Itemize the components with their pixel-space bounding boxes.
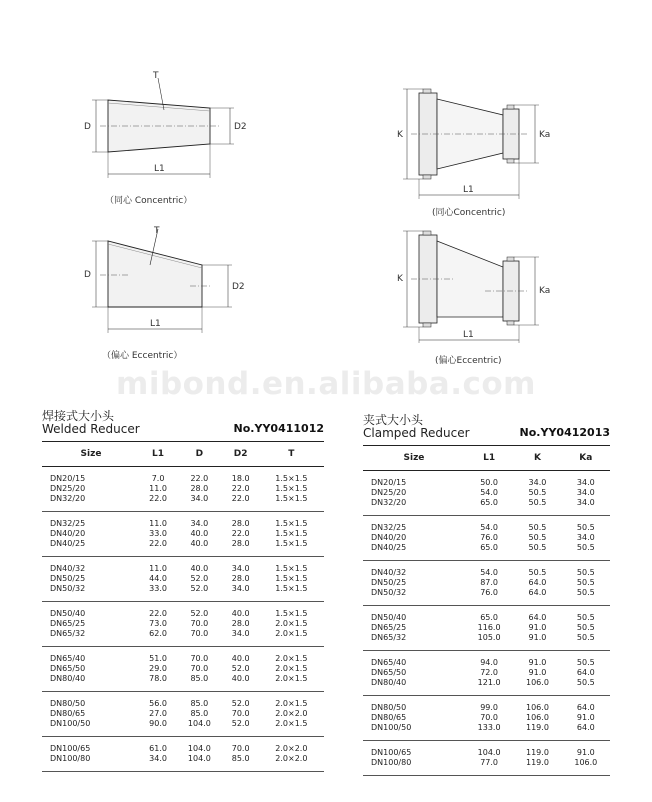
table-cell: DN50/40 xyxy=(50,609,86,618)
table-cell: DN65/40 xyxy=(371,658,407,667)
table-cell: 22.0 xyxy=(231,494,250,503)
table-cell: 91.0 xyxy=(576,748,595,757)
clamped-eccentric-ka-label: Ka xyxy=(539,286,551,296)
table-cell: 50.5 xyxy=(528,488,547,497)
row-group xyxy=(42,602,324,647)
table-cell: 62.0 xyxy=(149,629,167,638)
table-row xyxy=(42,737,324,755)
column-header-d2: D2 xyxy=(223,442,259,467)
table-cell: 29.0 xyxy=(149,664,167,673)
clamped-spec-table xyxy=(363,445,610,776)
welded-eccentric-caption: （偏心 Eccentric） xyxy=(102,351,183,361)
table-row xyxy=(363,606,610,624)
table-cell: 106.0 xyxy=(526,703,549,712)
table-cell: 18.0 xyxy=(231,474,250,483)
row-group xyxy=(363,471,610,516)
table-cell: 34.0 xyxy=(576,498,595,507)
table-cell: DN50/40 xyxy=(371,613,407,622)
table-cell: 78.0 xyxy=(149,674,167,683)
table-cell: DN50/32 xyxy=(371,588,407,597)
table-cell: 34.0 xyxy=(231,629,250,638)
table-row xyxy=(42,467,324,485)
table-row xyxy=(363,578,610,588)
table-cell: 70.0 xyxy=(190,654,209,663)
table-cell: 56.0 xyxy=(149,699,167,708)
table-cell: 40.0 xyxy=(231,609,250,618)
table-row xyxy=(363,561,610,579)
table-row xyxy=(42,664,324,674)
table-cell: 70.0 xyxy=(480,713,499,722)
table-cell: 34.0 xyxy=(190,519,209,528)
table-cell: 51.0 xyxy=(149,654,167,663)
welded-concentric-t-label: T xyxy=(153,71,159,81)
table-cell: 50.0 xyxy=(480,478,499,487)
row-group xyxy=(42,692,324,737)
table-row xyxy=(363,741,610,759)
table-cell: 1.5×1.5 xyxy=(275,539,308,548)
table-cell: DN50/25 xyxy=(371,578,407,587)
table-cell: 54.0 xyxy=(480,523,499,532)
table-row xyxy=(363,713,610,723)
table-cell: 85.0 xyxy=(231,754,250,763)
table-cell: 73.0 xyxy=(149,619,167,628)
table-cell: 91.0 xyxy=(528,668,547,677)
table-cell: 34.0 xyxy=(576,533,595,542)
welded-concentric-l1-label: L1 xyxy=(154,164,165,174)
table-cell: 28.0 xyxy=(231,519,250,528)
table-row xyxy=(42,674,324,692)
row-group xyxy=(42,512,324,557)
table-cell: 52.0 xyxy=(190,574,209,583)
table-cell: DN32/25 xyxy=(371,523,407,532)
table-row xyxy=(363,696,610,714)
clamped-eccentric-diagram xyxy=(395,225,555,345)
table-cell: DN100/65 xyxy=(371,748,412,757)
table-cell: DN50/25 xyxy=(50,574,86,583)
table-cell: DN40/25 xyxy=(50,539,86,548)
table-cell: 70.0 xyxy=(190,664,209,673)
table-cell: DN65/32 xyxy=(50,629,86,638)
column-header-t: T xyxy=(259,442,324,467)
table-row xyxy=(42,557,324,575)
welded-eccentric-l1-label: L1 xyxy=(150,319,161,329)
table-cell: 91.0 xyxy=(528,658,547,667)
row-group xyxy=(42,647,324,692)
table-cell: DN100/80 xyxy=(50,754,91,763)
clamped-title-cn: 夹式大小头 xyxy=(363,413,424,427)
welded-eccentric-d2-label: D2 xyxy=(232,282,245,292)
column-header-k: K xyxy=(513,446,561,471)
table-cell: 33.0 xyxy=(149,584,167,593)
table-cell: DN32/20 xyxy=(50,494,86,503)
table-cell: 40.0 xyxy=(190,529,209,538)
table-cell: 44.0 xyxy=(149,574,167,583)
table-cell: 33.0 xyxy=(149,529,167,538)
table-cell: 50.5 xyxy=(576,623,595,632)
column-header-ka: Ka xyxy=(562,446,610,471)
table-cell: 34.0 xyxy=(576,488,595,497)
table-cell: 40.0 xyxy=(190,564,209,573)
clamped-concentric-caption: (同心Concentric) xyxy=(432,208,506,218)
table-cell: 50.5 xyxy=(528,533,547,542)
table-cell: DN80/65 xyxy=(50,709,86,718)
table-cell: 34.0 xyxy=(231,564,250,573)
row-group xyxy=(42,467,324,512)
table-cell: 52.0 xyxy=(231,699,250,708)
table-row xyxy=(363,623,610,633)
column-header-size: Size xyxy=(42,442,140,467)
table-row xyxy=(42,629,324,647)
table-cell: DN80/40 xyxy=(50,674,86,683)
clamped-concentric-l1-label: L1 xyxy=(463,185,474,195)
table-cell: 52.0 xyxy=(231,719,250,728)
table-cell: DN32/25 xyxy=(50,519,86,528)
table-cell: 104.0 xyxy=(187,754,211,763)
table-cell: 119.0 xyxy=(526,748,549,757)
table-cell: 1.5×1.5 xyxy=(275,484,308,493)
table-cell: 34.0 xyxy=(528,478,547,487)
table-cell: 50.5 xyxy=(576,568,595,577)
table-cell: DN25/20 xyxy=(50,484,86,493)
table-cell: 22.0 xyxy=(149,494,167,503)
table-cell: 2.0×1.5 xyxy=(275,654,308,663)
watermark: mibond.en.alibaba.com xyxy=(116,366,536,402)
clamped-eccentric-l1-label: L1 xyxy=(463,330,474,340)
table-row xyxy=(42,584,324,602)
clamped-reducer-table xyxy=(363,411,610,776)
column-header-l1: L1 xyxy=(465,446,513,471)
table-cell: 104.0 xyxy=(477,748,501,757)
table-row xyxy=(42,647,324,665)
table-cell: DN50/32 xyxy=(50,584,86,593)
table-cell: 50.5 xyxy=(528,568,547,577)
table-cell: 28.0 xyxy=(231,619,250,628)
table-row xyxy=(363,588,610,606)
table-cell: 1.5×1.5 xyxy=(275,474,308,483)
table-cell: DN40/25 xyxy=(371,543,407,552)
table-cell: DN25/20 xyxy=(371,488,407,497)
welded-concentric-d-label: D xyxy=(84,122,91,132)
welded-concentric-diagram xyxy=(80,70,250,185)
table-cell: 27.0 xyxy=(149,709,167,718)
table-cell: 2.0×1.5 xyxy=(275,719,308,728)
table-cell: 119.0 xyxy=(526,758,549,767)
table-cell: 65.0 xyxy=(480,498,499,507)
table-cell: 2.0×2.0 xyxy=(275,744,308,753)
table-cell: 50.5 xyxy=(576,588,595,597)
table-cell: 2.0×2.0 xyxy=(275,754,308,763)
table-cell: DN65/50 xyxy=(50,664,86,673)
table-row xyxy=(363,498,610,516)
table-cell: 50.5 xyxy=(576,523,595,532)
table-cell: 76.0 xyxy=(480,588,499,597)
table-cell: 99.0 xyxy=(480,703,499,712)
table-cell: 40.0 xyxy=(190,539,209,548)
table-cell: 22.0 xyxy=(231,529,250,538)
clamped-number: No.YY0412013 xyxy=(519,426,610,439)
welded-eccentric-diagram xyxy=(80,225,250,340)
table-cell: 105.0 xyxy=(477,633,501,642)
table-cell: 22.0 xyxy=(149,539,167,548)
table-row xyxy=(363,633,610,651)
row-group xyxy=(363,741,610,776)
table-cell: 2.0×1.5 xyxy=(275,674,308,683)
row-group xyxy=(363,516,610,561)
row-group xyxy=(363,606,610,651)
table-cell: 2.0×1.5 xyxy=(275,699,308,708)
table-cell: 22.0 xyxy=(190,474,209,483)
table-cell: 54.0 xyxy=(480,488,499,497)
table-cell: 50.5 xyxy=(576,543,595,552)
table-row xyxy=(42,692,324,710)
table-cell: DN40/20 xyxy=(50,529,86,538)
welded-reducer-table xyxy=(42,407,324,772)
table-cell: 34.0 xyxy=(576,478,595,487)
table-cell: 64.0 xyxy=(528,613,547,622)
table-cell: 1.5×1.5 xyxy=(275,609,308,618)
table-cell: 116.0 xyxy=(477,623,501,632)
row-group xyxy=(363,561,610,606)
table-cell: 1.5×1.5 xyxy=(275,494,308,503)
table-cell: 91.0 xyxy=(528,633,547,642)
table-cell: 50.5 xyxy=(576,578,595,587)
row-group xyxy=(42,737,324,772)
table-row xyxy=(42,539,324,557)
table-row xyxy=(42,719,324,737)
table-cell: 106.0 xyxy=(526,678,549,687)
table-cell: 64.0 xyxy=(576,668,595,677)
column-header-d: D xyxy=(176,442,222,467)
welded-title-cn: 焊接式大小头 xyxy=(42,409,115,423)
table-cell: 34.0 xyxy=(231,584,250,593)
table-row xyxy=(42,619,324,629)
table-cell: 11.0 xyxy=(149,484,167,493)
table-cell: 70.0 xyxy=(190,629,209,638)
table-row xyxy=(42,494,324,512)
table-cell: DN80/50 xyxy=(371,703,407,712)
welded-eccentric-d-label: D xyxy=(84,270,91,280)
table-cell: 22.0 xyxy=(231,484,250,493)
table-cell: 85.0 xyxy=(190,709,209,718)
table-row xyxy=(42,574,324,584)
table-row xyxy=(42,512,324,530)
clamped-concentric-diagram xyxy=(395,85,555,200)
table-row xyxy=(363,668,610,678)
row-group xyxy=(42,557,324,602)
table-cell: 11.0 xyxy=(149,564,167,573)
table-row xyxy=(363,723,610,741)
table-cell: DN100/50 xyxy=(371,723,412,732)
table-cell: DN65/25 xyxy=(371,623,407,632)
table-row xyxy=(363,533,610,543)
clamped-eccentric-k-label: K xyxy=(397,274,403,284)
table-cell: 1.5×1.5 xyxy=(275,584,308,593)
welded-number: No.YY0411012 xyxy=(233,422,324,435)
table-cell: DN100/65 xyxy=(50,744,91,753)
table-cell: DN40/20 xyxy=(371,533,407,542)
table-cell: 91.0 xyxy=(576,713,595,722)
clamped-concentric-ka-label: Ka xyxy=(539,130,551,140)
table-cell: 50.5 xyxy=(528,523,547,532)
table-row xyxy=(363,471,610,489)
table-cell: DN20/15 xyxy=(50,474,86,483)
table-row xyxy=(363,543,610,561)
column-header-size: Size xyxy=(363,446,465,471)
table-cell: 1.5×1.5 xyxy=(275,519,308,528)
table-cell: 28.0 xyxy=(231,539,250,548)
table-cell: 7.0 xyxy=(151,474,165,483)
table-cell: DN65/50 xyxy=(371,668,407,677)
table-row xyxy=(42,709,324,719)
table-cell: 52.0 xyxy=(231,664,250,673)
table-cell: DN65/40 xyxy=(50,654,86,663)
table-cell: DN32/20 xyxy=(371,498,407,507)
table-cell: 50.5 xyxy=(528,543,547,552)
table-row xyxy=(363,516,610,534)
table-cell: 40.0 xyxy=(231,674,250,683)
table-cell: 85.0 xyxy=(190,699,209,708)
table-cell: 119.0 xyxy=(526,723,549,732)
table-row xyxy=(42,529,324,539)
table-cell: 50.5 xyxy=(576,658,595,667)
table-cell: DN100/50 xyxy=(50,719,91,728)
table-cell: DN65/32 xyxy=(371,633,407,642)
table-cell: 106.0 xyxy=(574,758,598,767)
table-cell: DN20/15 xyxy=(371,478,407,487)
table-cell: 2.0×1.5 xyxy=(275,629,308,638)
table-row xyxy=(363,651,610,669)
table-cell: 34.0 xyxy=(190,494,209,503)
table-cell: DN40/32 xyxy=(50,564,86,573)
table-cell: 64.0 xyxy=(528,588,547,597)
clamped-eccentric-caption: (偏心Eccentric) xyxy=(435,356,502,366)
clamped-concentric-k-label: K xyxy=(397,130,403,140)
table-cell: 121.0 xyxy=(477,678,501,687)
table-cell: DN80/50 xyxy=(50,699,86,708)
table-cell: 90.0 xyxy=(149,719,167,728)
table-row xyxy=(42,484,324,494)
table-cell: 94.0 xyxy=(480,658,499,667)
table-cell: DN100/80 xyxy=(371,758,412,767)
table-cell: 2.0×1.5 xyxy=(275,619,308,628)
table-cell: 34.0 xyxy=(149,754,167,763)
welded-title-en: Welded Reducer xyxy=(42,422,140,436)
table-cell: DN80/40 xyxy=(371,678,407,687)
table-row xyxy=(363,678,610,696)
welded-spec-table xyxy=(42,441,324,772)
welded-eccentric-t-label: T xyxy=(154,226,160,236)
table-cell: DN65/25 xyxy=(50,619,86,628)
table-cell: 2.0×1.5 xyxy=(275,664,308,673)
table-cell: 133.0 xyxy=(477,723,501,732)
table-cell: 50.5 xyxy=(576,613,595,622)
table-cell: 87.0 xyxy=(480,578,499,587)
table-cell: DN80/65 xyxy=(371,713,407,722)
table-cell: 70.0 xyxy=(231,709,250,718)
row-group xyxy=(363,651,610,696)
table-cell: 11.0 xyxy=(149,519,167,528)
table-cell: 50.5 xyxy=(528,498,547,507)
welded-concentric-caption: （同心 Concentric） xyxy=(105,196,193,206)
table-cell: 54.0 xyxy=(480,568,499,577)
table-row xyxy=(42,602,324,620)
table-cell: 64.0 xyxy=(528,578,547,587)
table-cell: 40.0 xyxy=(231,654,250,663)
table-cell: 104.0 xyxy=(187,719,211,728)
table-cell: 76.0 xyxy=(480,533,499,542)
clamped-title-en: Clamped Reducer xyxy=(363,426,470,440)
table-cell: 91.0 xyxy=(528,623,547,632)
table-cell: 64.0 xyxy=(576,723,595,732)
table-row xyxy=(363,758,610,776)
table-cell: 106.0 xyxy=(526,713,549,722)
table-cell: 1.5×1.5 xyxy=(275,529,308,538)
table-cell: 2.0×2.0 xyxy=(275,709,308,718)
table-cell: 52.0 xyxy=(190,584,209,593)
table-cell: 1.5×1.5 xyxy=(275,574,308,583)
table-cell: 28.0 xyxy=(190,484,209,493)
table-cell: 1.5×1.5 xyxy=(275,564,308,573)
table-cell: 50.5 xyxy=(576,678,595,687)
table-cell: 70.0 xyxy=(190,619,209,628)
table-cell: 65.0 xyxy=(480,613,499,622)
table-cell: 52.0 xyxy=(190,609,209,618)
table-cell: 64.0 xyxy=(576,703,595,712)
row-group xyxy=(363,696,610,741)
welded-concentric-d2-label: D2 xyxy=(234,122,247,132)
table-cell: 104.0 xyxy=(187,744,211,753)
table-cell: 85.0 xyxy=(190,674,209,683)
table-row xyxy=(363,488,610,498)
table-row xyxy=(42,754,324,772)
table-cell: DN40/32 xyxy=(371,568,407,577)
table-cell: 61.0 xyxy=(149,744,167,753)
table-cell: 77.0 xyxy=(480,758,499,767)
table-cell: 22.0 xyxy=(149,609,167,618)
column-header-l1: L1 xyxy=(140,442,176,467)
table-cell: 65.0 xyxy=(480,543,499,552)
table-cell: 50.5 xyxy=(576,633,595,642)
table-cell: 70.0 xyxy=(231,744,250,753)
table-cell: 72.0 xyxy=(480,668,499,677)
table-cell: 28.0 xyxy=(231,574,250,583)
